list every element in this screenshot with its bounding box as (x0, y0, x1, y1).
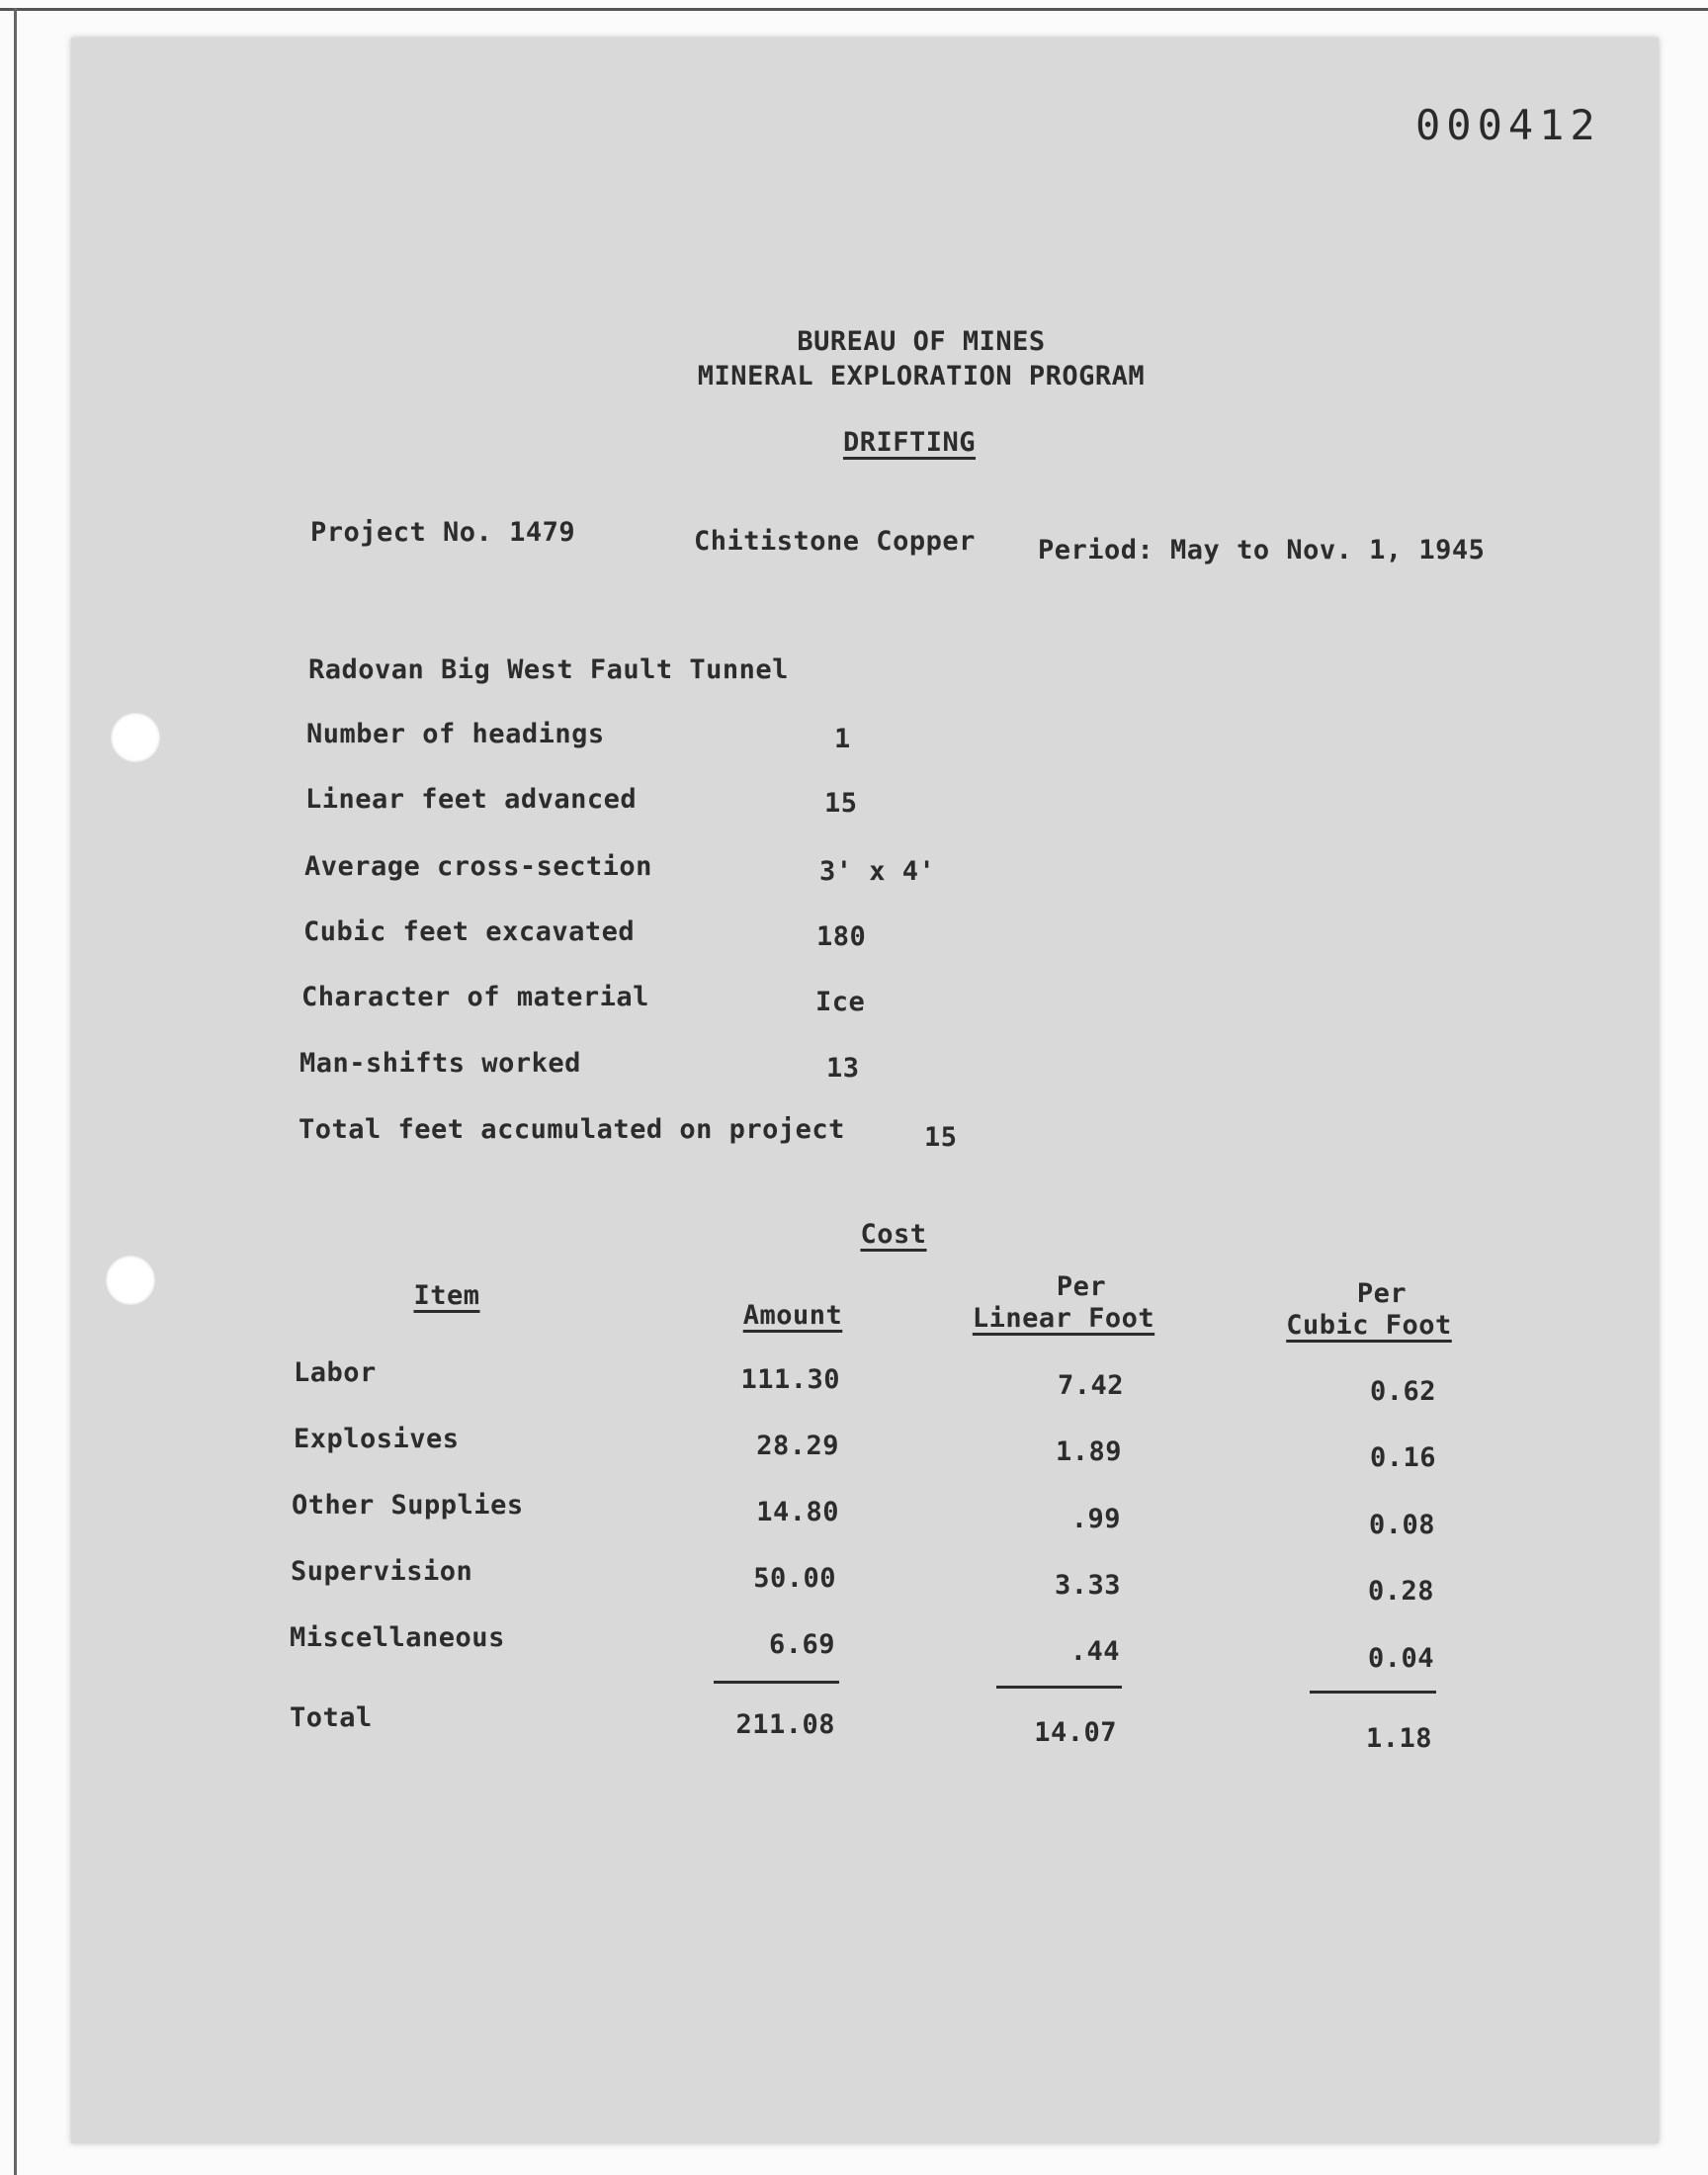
scan-edge-left (14, 8, 17, 2175)
stat-value: 3' x 4' (819, 856, 936, 887)
header-per-cubic-top: Per (1356, 1278, 1408, 1309)
cost-item: Explosives (294, 1424, 460, 1454)
stat-value: 1 (834, 724, 851, 754)
header-per-linear-top: Per (1056, 1271, 1107, 1302)
header-item: Item (413, 1280, 480, 1311)
header-per-cubic-bottom: Cubic Foot (1286, 1310, 1452, 1341)
punch-hole-top (111, 713, 160, 762)
cost-per-linear: 3.33 (1054, 1570, 1121, 1601)
cost-per-cubic: 0.28 (1367, 1576, 1434, 1607)
project-name: Chitistone Copper (694, 526, 976, 557)
cost-per-cubic: 0.16 (1369, 1442, 1436, 1473)
cost-per-cubic: 0.04 (1367, 1643, 1434, 1674)
cost-title: Cost (860, 1219, 927, 1250)
stat-value: 13 (826, 1053, 860, 1084)
cost-amount: 50.00 (753, 1563, 836, 1594)
total-per-cubic: 1.18 (1365, 1723, 1432, 1754)
cost-per-linear: 1.89 (1055, 1436, 1122, 1467)
cost-amount: 14.80 (756, 1497, 839, 1527)
tunnel-name: Radovan Big West Fault Tunnel (308, 654, 789, 685)
document-number: 000412 (1415, 101, 1601, 149)
total-per-linear: 14.07 (1034, 1717, 1117, 1748)
header-program: MINERAL EXPLORATION PROGRAM (697, 361, 1146, 392)
cost-per-cubic: 0.62 (1369, 1376, 1436, 1407)
cost-per-linear: .44 (1069, 1636, 1120, 1667)
cost-item: Miscellaneous (290, 1622, 505, 1653)
scan-edge-top (0, 8, 1708, 11)
cost-item: Other Supplies (292, 1490, 524, 1521)
total-label: Total (290, 1702, 373, 1733)
cost-amount: 111.30 (740, 1364, 840, 1395)
cost-amount: 6.69 (768, 1629, 835, 1660)
total-amount: 211.08 (735, 1709, 835, 1740)
stat-label: Average cross-section (304, 851, 652, 882)
punch-hole-bottom (106, 1256, 155, 1305)
stat-value: 15 (824, 788, 858, 819)
stat-label: Character of material (301, 982, 649, 1012)
sum-rule-per-linear (996, 1686, 1122, 1689)
project-number: Project No. 1479 (310, 517, 576, 548)
sum-rule-per-cubic (1310, 1691, 1436, 1694)
cost-per-cubic: 0.08 (1368, 1510, 1435, 1540)
stat-label: Cubic feet excavated (303, 916, 636, 947)
stat-value: Ice (815, 987, 866, 1017)
header-amount: Amount (742, 1300, 843, 1331)
header-agency: BUREAU OF MINES (797, 326, 1046, 357)
stat-label: Man-shifts worked (299, 1048, 581, 1079)
stat-value: 180 (816, 921, 867, 952)
sum-rule-amount (714, 1681, 839, 1684)
cost-item: Labor (294, 1357, 377, 1388)
stat-label: Linear feet advanced (305, 784, 638, 815)
cost-per-linear: .99 (1070, 1504, 1121, 1534)
stat-value: 15 (924, 1122, 958, 1153)
stat-label: Total feet accumulated on project (299, 1114, 845, 1145)
document-title: DRIFTING (842, 427, 977, 458)
cost-amount: 28.29 (756, 1431, 839, 1461)
cost-item: Supervision (291, 1556, 473, 1587)
stat-label: Number of headings (306, 719, 605, 749)
header-per-linear-bottom: Linear Foot (972, 1303, 1155, 1334)
project-period: Period: May to Nov. 1, 1945 (1038, 535, 1486, 566)
cost-per-linear: 7.42 (1057, 1370, 1124, 1401)
